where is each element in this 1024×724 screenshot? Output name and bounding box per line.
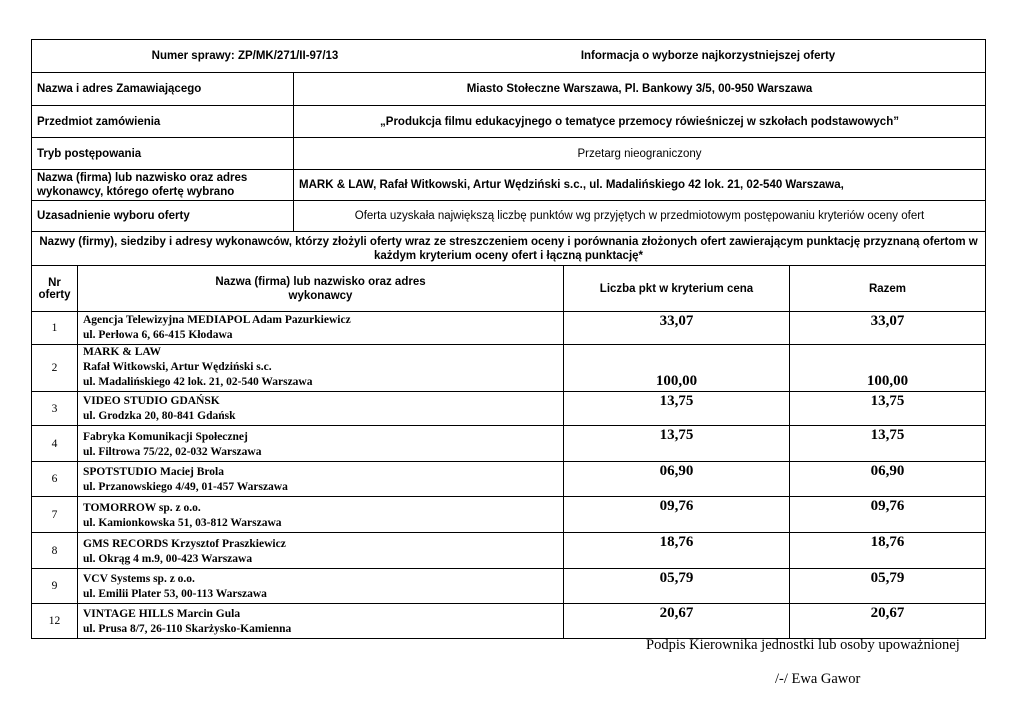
tryb-label: Tryb postępowania bbox=[32, 138, 294, 170]
offer-name-line: GMS RECORDS Krzysztof Praszkiewicz bbox=[83, 538, 286, 550]
offer-price-points: 05,79 bbox=[564, 569, 790, 604]
offer-price-points: 13,75 bbox=[564, 392, 790, 426]
signature-label: Podpis Kierownika jednostki lub osoby upoważnionej bbox=[646, 637, 960, 653]
offer-number: 4 bbox=[32, 426, 78, 462]
offer-address-line: ul. Emilii Plater 53, 00-113 Warszawa bbox=[83, 588, 267, 600]
offer-number: 12 bbox=[32, 604, 78, 639]
offer-total-points: 13,75 bbox=[790, 426, 986, 462]
offer-price-points: 33,07 bbox=[564, 312, 790, 345]
table-row bbox=[32, 604, 986, 639]
offer-name-line: VIDEO STUDIO GDAŃSK bbox=[83, 395, 220, 407]
offer-address-line: ul. Filtrowa 75/22, 02-032 Warszawa bbox=[83, 446, 262, 458]
offer-address-line: ul. Kamionkowska 51, 03-812 Warszawa bbox=[83, 517, 282, 529]
offer-total-points: 06,90 bbox=[790, 462, 986, 497]
offer-price-points: 13,75 bbox=[564, 426, 790, 462]
offer-total-points: 33,07 bbox=[790, 312, 986, 345]
table-row bbox=[32, 497, 986, 533]
table-row bbox=[32, 569, 986, 604]
case-number: Numer sprawy: ZP/MK/271/II-97/13 bbox=[151, 50, 339, 62]
offer-address-line: ul. Okrąg 4 m.9, 00-423 Warszawa bbox=[83, 553, 253, 565]
offer-total-points: 20,67 bbox=[790, 604, 986, 639]
wykonawca-value: MARK & LAW, Rafał Witkowski, Artur Wędziński s.c., ul. Madalińskiego 42 lok. 21, 02-540 Warszawa, bbox=[294, 170, 986, 201]
offer-name-line: TOMORROW sp. z o.o. bbox=[83, 502, 201, 514]
column-header-nr: Nr oferty bbox=[32, 266, 78, 312]
offer-name bbox=[78, 392, 564, 426]
zamawiajacy-value: Miasto Stołeczne Warszawa, Pl. Bankowy 3/5, 00-950 Warszawa bbox=[294, 73, 986, 106]
offer-address-line: ul. Grodzka 20, 80-841 Gdańsk bbox=[83, 410, 236, 422]
column-header-total: Razem bbox=[790, 266, 986, 312]
offer-number: 7 bbox=[32, 497, 78, 533]
offer-total-points: 05,79 bbox=[790, 569, 986, 604]
signature-name: /-/ Ewa Gawor bbox=[775, 671, 861, 687]
offer-address-line: ul. Madalińskiego 42 lok. 21, 02-540 Warszawa bbox=[83, 376, 313, 388]
table-row bbox=[32, 426, 986, 462]
offer-price-points: 18,76 bbox=[564, 533, 790, 569]
offer-address-line: ul. Perłowa 6, 66-415 Kłodawa bbox=[83, 329, 233, 341]
offer-name-line: VCV Systems sp. z o.o. bbox=[83, 573, 195, 585]
document-title: Informacja o wyborze najkorzystniejszej oferty bbox=[580, 50, 836, 62]
uzasadnienie-value: Oferta uzyskała największą liczbę punktów wg przyjętych w przedmiotowym postępowaniu kryteriów oceny ofert bbox=[294, 201, 986, 232]
offer-name-line: VINTAGE HILLS Marcin Gula bbox=[83, 608, 241, 620]
zamawiajacy-label: Nazwa i adres Zamawiającego bbox=[32, 73, 294, 106]
column-header-price: Liczba pkt w kryterium cena bbox=[564, 266, 790, 312]
tryb-value: Przetarg nieograniczony bbox=[294, 138, 986, 170]
offer-total-points: 18,76 bbox=[790, 533, 986, 569]
offer-number: 1 bbox=[32, 312, 78, 345]
offer-name bbox=[78, 569, 564, 604]
offer-name-line: Fabryka Komunikacji Społecznej bbox=[83, 431, 248, 443]
offer-name bbox=[78, 312, 564, 345]
offer-number: 9 bbox=[32, 569, 78, 604]
przedmiot-label: Przedmiot zamówienia bbox=[32, 106, 294, 138]
offer-name bbox=[78, 604, 564, 639]
offer-name bbox=[78, 345, 564, 392]
offer-total-points: 13,75 bbox=[790, 392, 986, 426]
table-row bbox=[32, 462, 986, 497]
offer-price-points: 100,00 bbox=[564, 345, 790, 392]
offer-number: 3 bbox=[32, 392, 78, 426]
offer-owner-line: Rafał Witkowski, Artur Wędziński s.c. bbox=[83, 361, 272, 373]
offer-address-line: ul. Przanowskiego 4/49, 01-457 Warszawa bbox=[83, 481, 288, 493]
offer-price-points: 09,76 bbox=[564, 497, 790, 533]
wykonawca-label: Nazwa (firma) lub nazwisko oraz adres wykonawcy, którego ofertę wybrano bbox=[32, 170, 294, 201]
offer-info-table bbox=[31, 39, 986, 639]
offer-name bbox=[78, 462, 564, 497]
summary-heading: Nazwy (firmy), siedziby i adresy wykonawców, którzy złożyli oferty wraz ze streszczeniem oceny i porównania złożonych ofert zawierającym punktację przyznaną ofertom w każdym kryterium oceny ofert i łączną punktację* bbox=[32, 232, 986, 266]
offer-name bbox=[78, 426, 564, 462]
offer-name-line: Agencja Telewizyjna MEDIAPOL Adam Pazurkiewicz bbox=[83, 314, 351, 326]
offer-price-points: 20,67 bbox=[564, 604, 790, 639]
uzasadnienie-label: Uzasadnienie wyboru oferty bbox=[32, 201, 294, 232]
table-row bbox=[32, 345, 986, 392]
offer-address-line: ul. Prusa 8/7, 26-110 Skarżysko-Kamienna bbox=[83, 623, 292, 635]
column-header-name bbox=[78, 266, 564, 312]
offer-number: 8 bbox=[32, 533, 78, 569]
header-row bbox=[32, 40, 986, 73]
offer-number: 6 bbox=[32, 462, 78, 497]
offer-price-points: 06,90 bbox=[564, 462, 790, 497]
offer-name bbox=[78, 497, 564, 533]
offer-total-points: 100,00 bbox=[790, 345, 986, 392]
table-row bbox=[32, 533, 986, 569]
offer-name-line: MARK & LAW bbox=[83, 346, 161, 358]
offer-name bbox=[78, 533, 564, 569]
table-row bbox=[32, 392, 986, 426]
offer-name-line: SPOTSTUDIO Maciej Brola bbox=[83, 466, 224, 478]
column-header-name-text: Nazwa (firma) lub nazwisko oraz adres wykonawcy bbox=[215, 275, 426, 302]
table-row bbox=[32, 312, 986, 345]
offer-total-points: 09,76 bbox=[790, 497, 986, 533]
offer-number: 2 bbox=[32, 345, 78, 392]
przedmiot-value: „Produkcja filmu edukacyjnego o tematyce przemocy rówieśniczej w szkołach podstawowych” bbox=[294, 106, 986, 138]
